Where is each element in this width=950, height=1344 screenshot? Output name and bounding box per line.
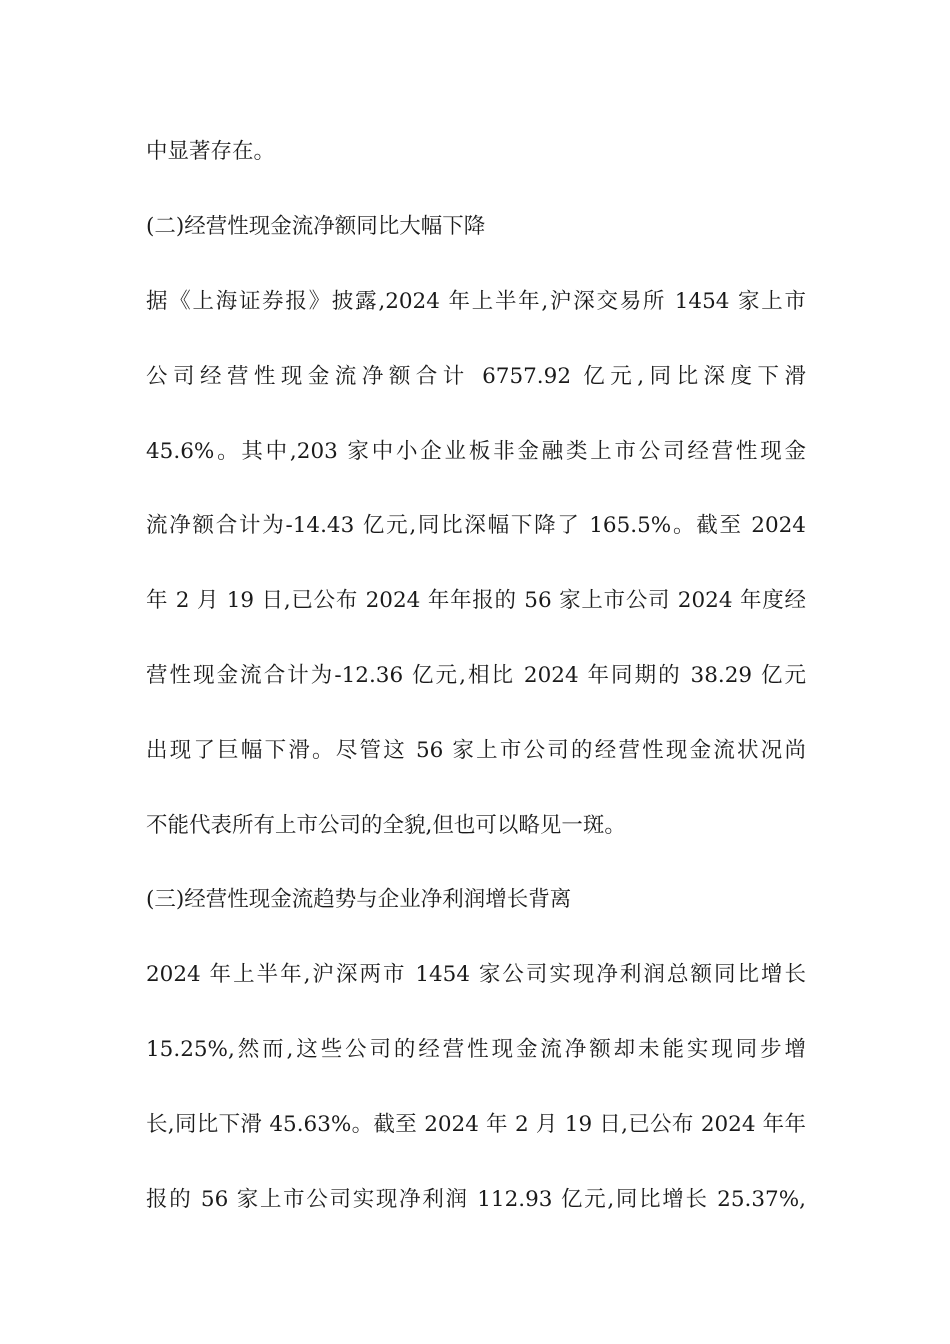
body-text-line: 报的 56 家上市公司实现净利润 112.93 亿元,同比增长 25.37%, [146, 1187, 806, 1212]
body-text-line: 据《上海证券报》披露,2024 年上半年,沪深交易所 1454 家上市 [146, 289, 806, 314]
body-text-line: 出现了巨幅下滑。尽管这 56 家上市公司的经营性现金流状况尚 [146, 738, 806, 763]
section-heading-2: (二)经营性现金流净额同比大幅下降 [146, 214, 486, 239]
body-text-line: 2024 年上半年,沪深两市 1454 家公司实现净利润总额同比增长 [146, 962, 806, 987]
section-heading-3: (三)经营性现金流趋势与企业净利润增长背离 [146, 887, 572, 912]
body-text-line: 45.6%。其中,203 家中小企业板非金融类上市公司经营性现金 [146, 439, 806, 464]
body-text-line: 年 2 月 19 日,已公布 2024 年年报的 56 家上市公司 2024 年度经 [146, 588, 806, 613]
body-text-line: 流净额合计为-14.43 亿元,同比深幅下降了 165.5%。截至 2024 [146, 513, 806, 538]
body-text-line: 公司经营性现金流净额合计 6757.92 亿元,同比深度下滑 [146, 364, 806, 389]
paragraph-end-line: 中显著存在。 [146, 139, 276, 164]
body-text-line: 营性现金流合计为-12.36 亿元,相比 2024 年同期的 38.29 亿元 [146, 663, 806, 688]
body-text-line: 长,同比下滑 45.63%。截至 2024 年 2 月 19 日,已公布 2024 年年 [146, 1112, 806, 1137]
paragraph-end-line: 不能代表所有上市公司的全貌,但也可以略见一斑。 [146, 813, 626, 838]
body-text-line: 15.25%,然而,这些公司的经营性现金流净额却未能实现同步增 [146, 1037, 806, 1062]
